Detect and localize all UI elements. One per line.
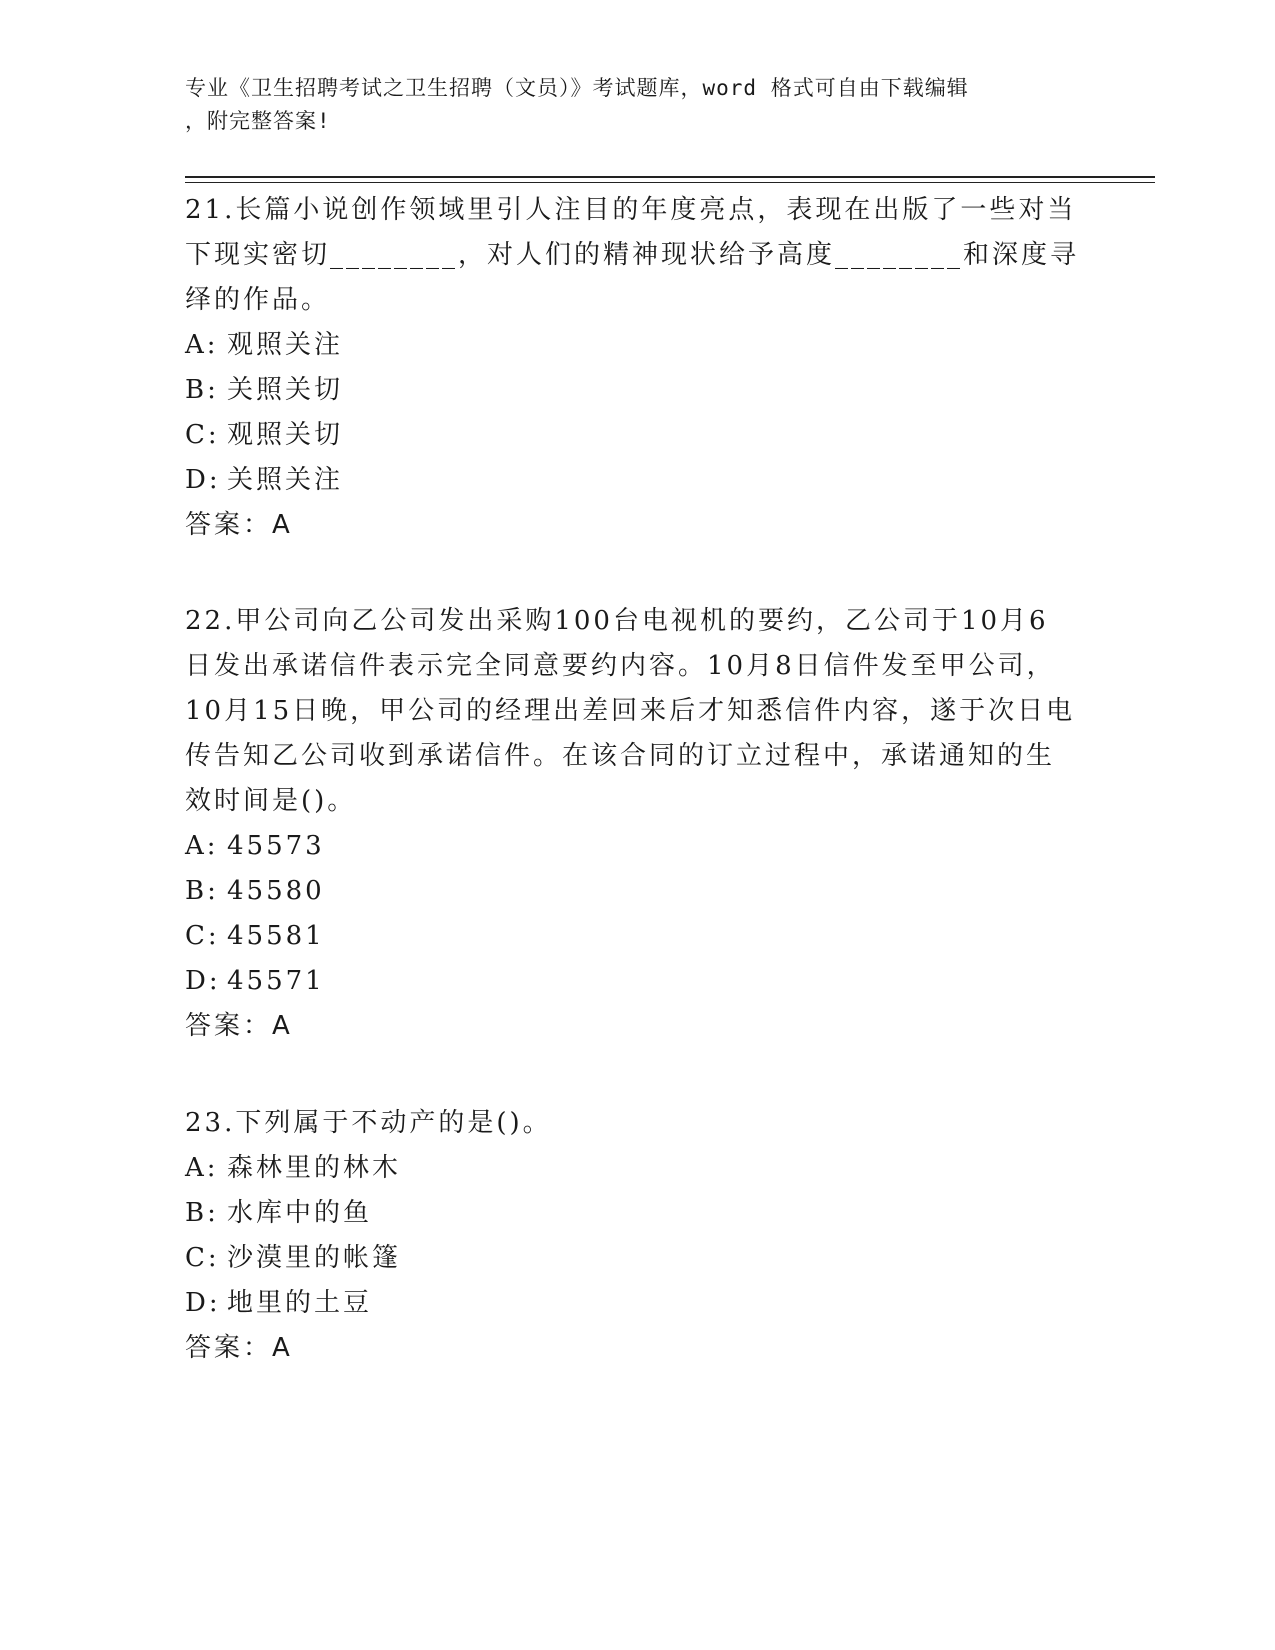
document-header	[185, 72, 1085, 138]
option-key: A:	[185, 330, 219, 360]
option-key: D:	[185, 1288, 221, 1318]
answer-line: 答案：A	[185, 1333, 293, 1363]
option-b	[185, 869, 1085, 914]
question-line: 日发出承诺信件表示完全同意要约内容。10月8日信件发至甲公司，	[185, 651, 1056, 681]
option-text: 关照关切	[227, 375, 344, 405]
option-text: 观照关切	[227, 420, 344, 450]
header-line-1: 专业《卫生招聘考试之卫生招聘（文员）》考试题库，word 格式可自由下载编辑	[185, 76, 969, 100]
question-line: 效时间是()。	[185, 786, 357, 816]
answer-line: 答案：A	[185, 1011, 293, 1041]
option-key: C:	[185, 1243, 220, 1273]
option-b	[185, 368, 1085, 413]
option-text: 水库中的鱼	[227, 1198, 373, 1228]
option-key: A:	[185, 831, 219, 861]
option-key: C:	[185, 420, 220, 450]
option-c	[185, 914, 1085, 959]
question-22	[185, 599, 1085, 1049]
question-line: 21.长篇小说创作领域里引人注目的年度亮点，表现在出版了一些对当	[185, 195, 1077, 225]
option-a	[185, 824, 1085, 869]
option-c	[185, 1236, 1085, 1281]
option-text: 关照关注	[227, 465, 344, 495]
question-21	[185, 188, 1085, 548]
option-text: 沙漠里的帐篷	[227, 1243, 402, 1273]
option-text: 45581	[227, 921, 325, 951]
question-line: 绎的作品。	[185, 285, 331, 315]
header-divider-thick	[185, 176, 1155, 178]
option-a	[185, 323, 1085, 368]
option-text: 45580	[227, 876, 325, 906]
header-divider-thin	[185, 182, 1155, 183]
option-d	[185, 458, 1085, 503]
option-text: 45573	[227, 831, 325, 861]
option-key: B:	[185, 375, 219, 405]
option-key: B:	[185, 1198, 219, 1228]
question-line: 传告知乙公司收到承诺信件。在该合同的订立过程中，承诺通知的生	[185, 741, 1056, 771]
option-key: C:	[185, 921, 220, 951]
option-key: A:	[185, 1153, 219, 1183]
option-text: 观照关注	[227, 330, 344, 360]
option-text: 地里的土豆	[227, 1288, 373, 1318]
answer-line: 答案：A	[185, 510, 293, 540]
question-23	[185, 1101, 1085, 1371]
option-d	[185, 1281, 1085, 1326]
option-key: D:	[185, 966, 221, 996]
option-a	[185, 1146, 1085, 1191]
option-d	[185, 959, 1085, 1004]
header-line-2: ，附完整答案!	[185, 109, 331, 133]
option-c	[185, 413, 1085, 458]
question-line: 22.甲公司向乙公司发出采购100台电视机的要约，乙公司于10月6	[185, 606, 1049, 636]
question-line: 23.下列属于不动产的是()。	[185, 1108, 552, 1138]
option-text: 45571	[227, 966, 325, 996]
option-b	[185, 1191, 1085, 1236]
option-key: D:	[185, 465, 221, 495]
option-text: 森林里的林木	[227, 1153, 402, 1183]
question-line: 下现实密切________，对人们的精神现状给予高度________和深度寻	[185, 240, 1080, 270]
option-key: B:	[185, 876, 219, 906]
question-line: 10月15日晚，甲公司的经理出差回来后才知悉信件内容，遂于次日电	[185, 696, 1076, 726]
